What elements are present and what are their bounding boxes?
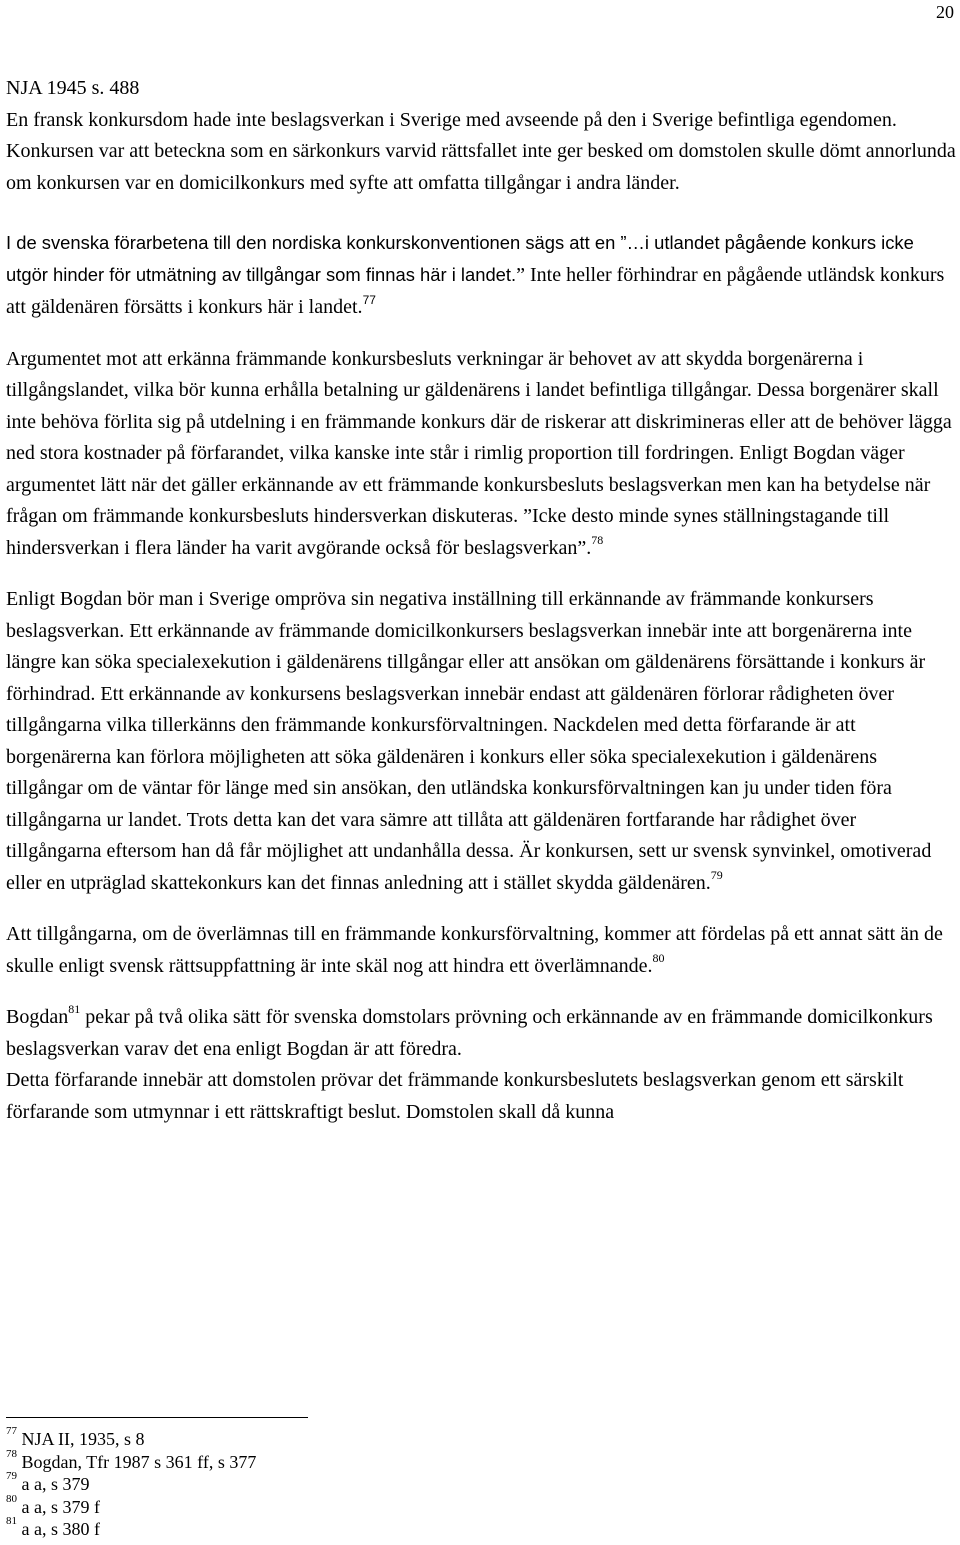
paragraph-text: Argumentet mot att erkänna främmande konkursbesluts verkningar är behovet av att skydda borgenärerna i tillgångslandet, vilka bör kunna erhålla betalning ur gäldenärens i landet befintliga tillgångar. Dessa borgenärer skall inte behöva förlita sig på utdelning i en främmande konkurs där de riskerar att diskrimineras eller att de behöver lägga ned stora kostnader på förfarandet, vilka kanske inte står i rimlig proportion till fordringen. Enligt Bogdan väger argumentet lätt när det gäller erkännande av ett främmande konkursbesluts beslagsverkan men kan ha betydelse när frågan om främmande konkursbesluts hindersverkan diskuteras. ”Icke desto minde synes ställningstagande till hindersverkan i flera länder ha varit avgörande också för beslagsverkan”. xyxy=(6,347,952,559)
footnote-ref[interactable]: 80 xyxy=(652,950,665,965)
footnote-text: NJA II, 1935, s 8 xyxy=(21,1429,145,1449)
page-number: 20 xyxy=(936,2,954,22)
footnote-number: 78 xyxy=(6,1447,17,1460)
footnote-number: 77 xyxy=(6,1425,17,1437)
footnote-ref[interactable]: 79 xyxy=(710,867,723,882)
footnote-number: 80 xyxy=(6,1492,17,1505)
body-text xyxy=(6,73,956,1148)
footnote-text: a a, s 380 f xyxy=(21,1519,100,1539)
paragraph-lead: Bogdan xyxy=(6,1006,69,1028)
paragraph-text: I de svenska förarbetena till den nordiska konkurskonventionen sägs att en ”…i utlandet pågående konkurs icke utgör hinder för utmätning av tillgångar som finnas här i landet. xyxy=(6,232,914,285)
footnote-item xyxy=(6,1515,606,1541)
footnote-ref[interactable]: 78 xyxy=(591,532,604,547)
paragraph-text: pekar på två olika sätt för svenska domstolars prövning och erkännande av en främmande domicilkonkurs beslagsverkan varav det ena enligt Bogdan är att föredra. xyxy=(6,1006,933,1060)
footnote-ref[interactable]: 77 xyxy=(362,292,376,307)
footnote-item xyxy=(6,1470,606,1496)
paragraph-text: Enligt Bogdan bör man i Sverige ompröva sin negativa inställning till erkännande av främmande konkursers beslagsverkan. Ett erkännande av främmande domicilkonkursers beslagsverkan innebär inte att borgenärerna inte längre kan söka specialexekution i gäldenärens tillgångar eller att ansökan om gäldenärens försättande i konkurs är förhindrad. Ett erkännande av konkursens beslagsverkan innebär endast att gäldenären förlorar rådigheten över tillgångarna vilka tillerkänns den främmande konkursförvaltningen. Nackdelen med detta förfarande är att borgenärerna kan förlora möjligheten att söka gäldenären i konkurs eller söka specialexekution i gäldenärens tillgångar om de väntar för länge med sin ansökan, den utländska konkursförvaltningen kan ju under tiden föra tillgångarna ur landet. Trots detta kan det vara sämre att tillåta att gäldenären fortfarande har rådighet över tillgångarna eftersom han då får möjlighet att undanhålla dessa. Är konkursen, sett ur svensk synvinkel, omotiverad eller en utpräglad skattekonkurs kan det finnas anledning att i stället skydda gäldenären. xyxy=(6,588,932,894)
paragraph-court-review xyxy=(6,1002,956,1128)
footnote-number: 79 xyxy=(6,1470,17,1482)
case-summary: En fransk konkursdom hade inte beslagsverkan i Sverige med avseende på den i Sverige befintliga egendomen. Konkursen var att beteckna som en särkonkurs varvid rättsfallet inte ger besked om domstolen skulle dömt annorlunda om konkursen var en domicilkonkurs med syfte att omfatta tillgångar i andra länder. xyxy=(6,108,956,194)
footnote-item xyxy=(6,1425,606,1451)
footnote-text: Bogdan, Tfr 1987 s 361 ff, s 377 xyxy=(21,1451,257,1472)
footnote-number: 81 xyxy=(6,1515,17,1527)
footnotes xyxy=(6,1425,606,1541)
paragraph-case-nja-1945 xyxy=(6,73,956,199)
footnote-divider xyxy=(6,1417,308,1418)
paragraph-text-tail: ” Inte heller förhindrar en pågående utländsk konkurs att gäldenären försätts i konkurs här i landet. xyxy=(6,263,945,318)
paragraph-bogdan-reconsider xyxy=(6,584,956,899)
footnote-item xyxy=(6,1447,606,1474)
paragraph-preparatory-works xyxy=(6,227,956,324)
footnote-text: a a, s 379 f xyxy=(21,1496,100,1517)
paragraph-argument xyxy=(6,344,956,565)
footnote-text: a a, s 379 xyxy=(21,1474,90,1494)
paragraph-continuation: Detta förfarande innebär att domstolen prövar det främmande konkursbeslutets beslagsverkan genom ett särskilt förfarande som utmynnar i ett rättskraftigt beslut. Domstolen skall då kunna xyxy=(6,1069,904,1123)
footnote-ref[interactable]: 81 xyxy=(68,1002,81,1017)
paragraph-text: Att tillgångarna, om de överlämnas till en främmande konkursförvaltning, kommer att fördelas på ett annat sätt än de skulle enligt svensk rättsuppfattning är inte skäl nog att hindra ett överlämnande. xyxy=(6,923,943,977)
paragraph-distribution xyxy=(6,919,956,982)
footnote-item xyxy=(6,1492,606,1519)
case-reference: NJA 1945 s. 488 xyxy=(6,77,140,99)
